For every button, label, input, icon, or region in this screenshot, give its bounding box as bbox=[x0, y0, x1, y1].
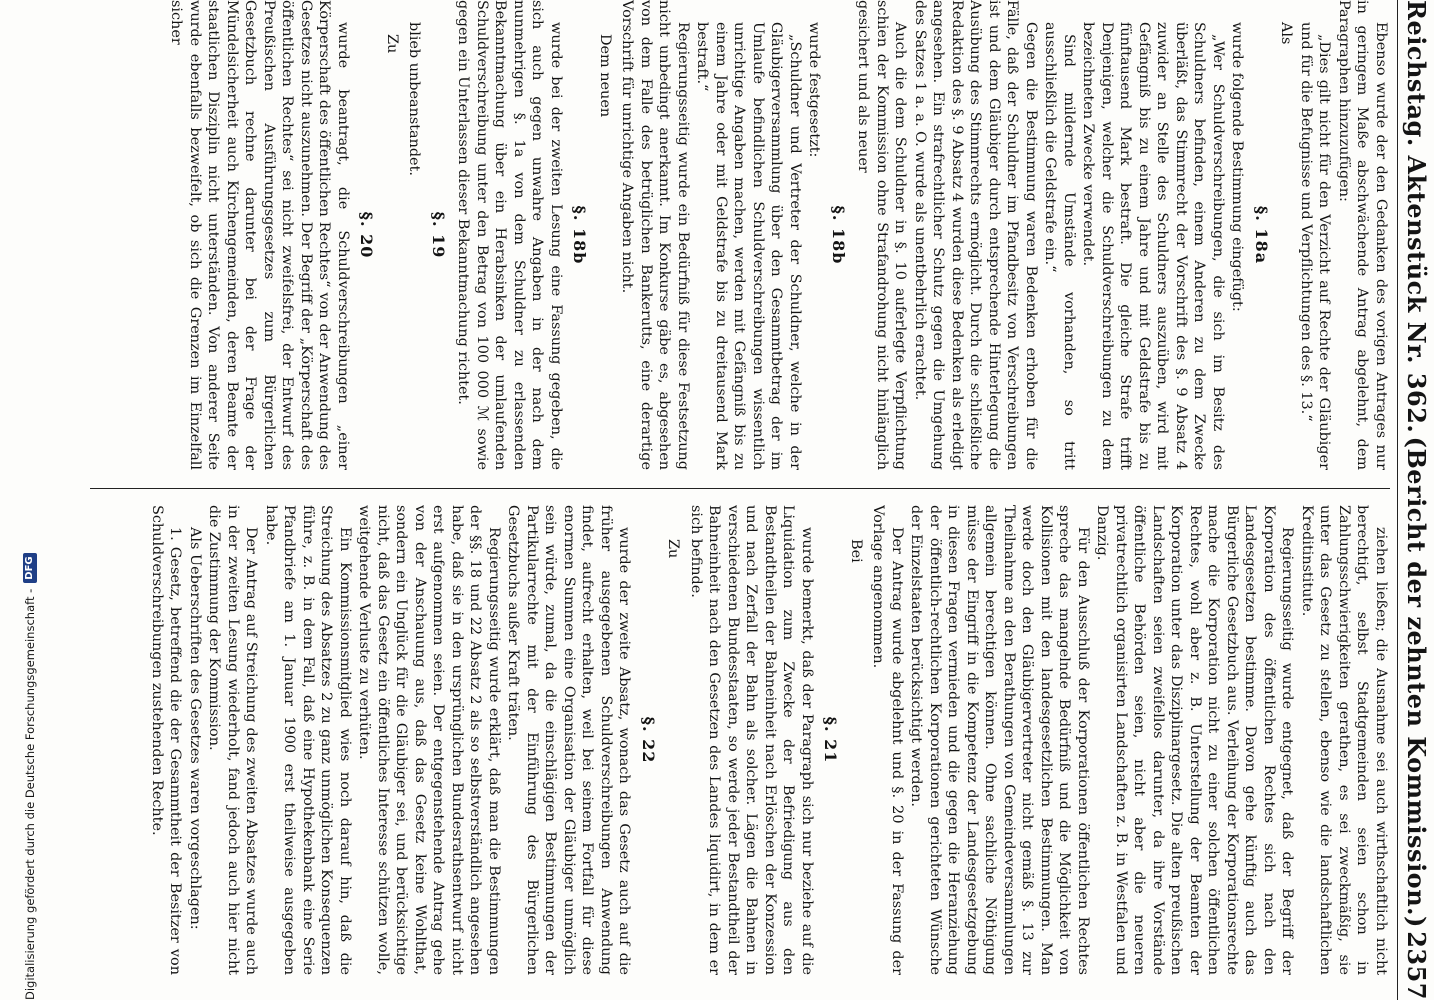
paragraph: wurde festgesetzt: bbox=[806, 22, 823, 158]
paragraph: Auch die dem Schuldner in §. 10 auferlegte Verpflichtung schien der Kommission ohne Strafandrohung nicht hinlänglich gesichert und als neuer bbox=[855, 0, 909, 470]
paragraph: Regierungsseitig wurde entgegnet, daß der Begriff der Korporation des öffentlichen Rechtes sich nach den Landesgesetzen bestimme. Davon gehe künftig auch das Bürgerliche Gesetzbuch aus. Verleihung der Korporationsrechte mache die Korporation nicht zu einer solchen öffentlichen Rechtes, wohl aber z. B. Unterstellung der Beamten der Korporation unter das Disziplinargesetz. Die alten preußischen Landschaften seien zweifellos darunter, da ihre Vorstände öffentliche Behörden seien, nicht aber die neueren privatrechtlich organisirten Landschaften z. B. in Westfalen und Danzig. bbox=[1094, 505, 1296, 975]
section-heading: §. 19 bbox=[429, 211, 448, 259]
quoted-provision: „Dies gilt nicht für den Verzicht auf Rechte der Gläubiger und für die Befugnisse und Verpflichtungen des §. 13.“ bbox=[1298, 22, 1333, 470]
paragraph: wurde der zweite Absatz, wonach das Gesetz auch auf die früher ausgegebenen Schuldverschreibungen Anwendung findet, aufrecht erhalten, weil bei seinem Fortfall für diese enormen Summen eine Organisation der Gläubiger unmöglich sein würde, zumal, da die einschlägigen Bestimmungen der Partikularrechte mit der Einführung des Bürgerlichen Gesetzbuchs außer Kraft träten. bbox=[505, 505, 633, 975]
column-divider bbox=[90, 488, 1390, 489]
section-heading: §. 22 bbox=[639, 716, 658, 764]
paragraph: Ebenso wurde der den Gedanken des vorigen Antrages nur in geringem Maße abschwächende Antrag abgelehnt, dem Paragraphen hinzuzufügen: bbox=[1336, 0, 1389, 470]
page-number: 2357 bbox=[1402, 931, 1432, 1000]
paragraph: wurde bemerkt, daß der Paragraph sich nur beziehe auf die Liquidation zum Zwecke der Befriedigung aus den Bestandtheilen der Bahneinheit nach Erlöschen der Konzession und nach Zerfall der Bahn als solcher. Lägen die Bahnen in verschiedenen Bundesstaaten, so werde jeder Bestandtheil der Bahneinheit nach den Gesetzen des Landes liquidirt, in dem er sich befinde. bbox=[688, 505, 815, 975]
dfg-logo: DFG bbox=[23, 553, 37, 582]
digitization-credit-text: Digitalisierung gefördert durch die Deutsche Forschungsgemeinschaft - bbox=[23, 588, 37, 1000]
left-text-column bbox=[80, 0, 1390, 470]
lead-in-text: Bei bbox=[848, 539, 864, 563]
section-heading: §. 18b bbox=[570, 205, 590, 265]
header-report-label: (Bericht der zehnten Kommission.) bbox=[1402, 436, 1432, 928]
header-title: Reichstag. Aktenstück Nr. 362. bbox=[1402, 0, 1432, 434]
paragraph: Ein Kommissionsmitglied wies noch darauf hin, daß die Streichung des Absatzes 2 zu ganz unmöglichen Konsequenzen führe, z. B. in dem Fall, daß eine Hypothekenbank eine Serie Pfandbriefe am 1. Januar 1900 erst theilweise ausgegeben habe. bbox=[263, 505, 353, 975]
paragraph: Als bbox=[1278, 22, 1295, 45]
paragraph: Regierungsseitig wurde erklärt, daß man die Bestimmungen der §§. 18 und 22 Absatz 2 als so selbstverständlich angesehen habe, daß sie in den ursprünglichen Bundesrathsentwurf nicht erst aufgenommen seien. Der entgegenstehende Antrag gehe von der Anschauung aus, daß das Gesetz keine Wohlthat, sondern ein Unglück für die Gläubiger sei, und berücksichtige nicht, daß das Gesetz ein öffentliches Interesse schützen wolle, weitgehende Verluste zu verhüten. bbox=[356, 505, 502, 975]
paragraph: Als Ueberschriften des Gesetzes waren vorgeschlagen: bbox=[187, 527, 203, 930]
section-heading: §. 18a bbox=[1252, 205, 1271, 265]
section-heading: §. 18b bbox=[829, 205, 848, 265]
paragraph: ziehen ließen; die Ausnahme sei auch wirthschaftlich nicht berechtigt, selbst Stadtgemeinden seien schon in Zahlungsschwierigkeiten gerathen, es sei zweckmäßig, sie unter das Gesetz zu stellen, ebenso wie die landschaftlichen Kreditinstitute. bbox=[1299, 505, 1389, 975]
quoted-provision: „Schuldner und Vertreter der Schuldner, welche in der Gläubigerversammlung über den Gesammtbetrag der im Umlaufe befindlichen Schuldverschreibungen wissentlich unrichtige Angaben machen, werden mit Gefängniß bis zu einem Jahre oder mit Geldstrafe bis zu dreitausend Mark bestraft.“ bbox=[694, 22, 803, 470]
quoted-provision: „Wer Schuldverschreibungen, die sich im Besitz des Schuldners befinden, einem Anderen zu dem Zwecke überläßt, das Stimmrecht der Vorschrift des §. 9 Absatz 4 zuwider an Stelle des Schuldners auszuüben, wird mit Gefängniß bis zu einem Jahre und mit Geldstrafe bis zu fünftausend Mark bestraft. Die gleiche Strafe trifft Denjenigen, welcher die Schuldverschreibungen zu dem bezeichneten Zwecke verwendet. bbox=[1080, 22, 1226, 470]
quoted-provision: Sind mildernde Umstände vorhanden, so tritt ausschließlich die Geldstrafe ein.“ bbox=[1042, 22, 1077, 470]
paragraph: Für den Ausschluß der Korporationen öffentlichen Rechtes spreche das mangelnde Bedürfniß und die Möglichkeit von Kollisionen mit den landesgesetzlichen Bestimmungen. Man werde doch den Gläubigervertreter nicht gemäß §. 13 zur Theilnahme an den Berathungen von Gemeindeversammlungen allgemein berechtigen können. Ohne sachliche Nöthigung müsse der Eingriff in die Kompetenz der Landesgesetzgebung in diesen Fragen vermieden und die gegen die Heranziehung der öffentlich-rechtlichen Korporationen gerichteten Wünsche der Einzelstaaten berücksichtigt werden. bbox=[908, 505, 1091, 975]
paragraph: Gegen die Bestimmung waren Bedenken erhoben für die Fälle, daß der Schuldner im Pfandbesitz von Verschreibungen ist und dem Gläubiger durch entsprechende Hinterlegung die Ausübung des Stimmrechts ermöglicht. Durch die schließliche Redaktion des §. 9 Absatz 4 wurden diese Bedenken als erledigt angesehen. Ein strafrechtlicher Schutz gegen die Umgehung des Satzes 1 a. a. O. wurde als unentbehrlich erachtet. bbox=[912, 0, 1039, 470]
header-rule bbox=[1397, 0, 1398, 1000]
lead-in-text: Zu bbox=[384, 34, 400, 54]
paragraph: wurde beantragt, die Schuldverschreibungen „einer Körperschaft des öffentlichen Rechtes“ von der Anwendung des Gesetzes nicht auszunehmen. Der Begriff der „Körperschaft des öffentlichen Rechtes“ sei nicht zweifelsfrei, der Entwurf des Preußischen Ausführungsgesetzes zum Bürgerlichen Gesetzbuch rechne darunter bei der Frage der Mündelsicherheit auch Kirchengemeinden, deren Beamte der staatlichen Disziplin nicht unterständen. Von anderer Seite wurde ebenfalls bezweifelt, ob sich die Grenzen im Einzelfall sicher bbox=[168, 0, 351, 470]
paragraph: Der Antrag auf Streichung des zweiten Absatzes wurde auch in der zweiten Lesung wiederholt, fand jedoch auch hier nicht die Zustimmung der Kommission. bbox=[206, 505, 260, 975]
running-header bbox=[1400, 0, 1434, 1000]
section-heading: §. 21 bbox=[821, 716, 841, 764]
lead-in-text: Zu bbox=[665, 539, 682, 559]
list-item: 1. Gesetz, betreffend die der Gesammtheit der Besitzer von Schuldverschreibungen zustehenden Rechte. bbox=[149, 505, 184, 975]
paragraph: wurde folgende Bestimmung eingefügt: bbox=[1229, 22, 1246, 312]
paragraph: Der Antrag wurde abgelehnt und §. 20 in der Fassung der Vorlage angenommen. bbox=[870, 505, 905, 975]
lead-in-text: Dem neuen bbox=[597, 34, 613, 118]
paragraph: wurde bei der zweiten Lesung eine Fassung gegeben, die sich auch gegen unwahre Angaben in der nach dem nunmehrigen §. 1a von dem Schuldner zu erlassenden Bekanntmachung über ein Herabsinken der umlaufenden Schuldverschreibung unter den Betrag von 100 000 ℳ sowie gegen ein Unterlassen dieser Bekanntmachung richtet. bbox=[455, 0, 564, 470]
paragraph: Regierungsseitig wurde ein Bedürfniß für diese Festsetzung nicht unbedingt anerkannt. Im Konkurse gäbe es, abgesehen von dem Falle des betrüglichen Bankerutts, eine derartige Vorschrift für unrichtige Angaben nicht. bbox=[619, 0, 691, 470]
digitization-credit bbox=[20, 0, 40, 1000]
rotated-document-page bbox=[34, 0, 1434, 1000]
paragraph: blieb unbeanstandet. bbox=[406, 22, 423, 176]
right-text-column bbox=[80, 505, 1390, 975]
section-heading: §. 20 bbox=[357, 211, 377, 259]
